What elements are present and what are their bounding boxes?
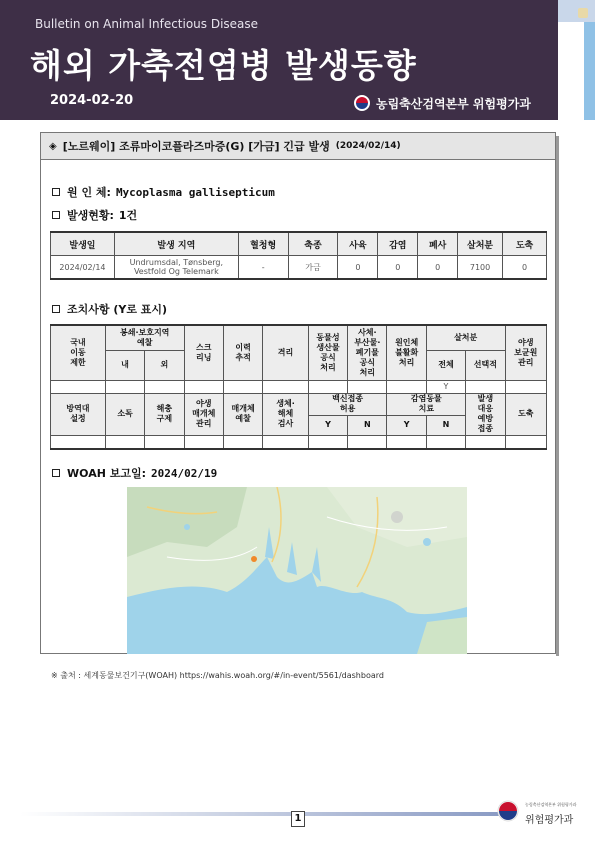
measure-culling: 살처분 (426, 325, 505, 350)
checkbox-icon (52, 211, 60, 219)
measures-value-row (51, 380, 547, 393)
government-emblem-icon (497, 800, 519, 822)
source-note: ※ 출처 : 세계동물보건기구(WOAH) https://wahis.woah.org/#/in-event/5561/dashboard (51, 671, 384, 680)
footer-dept: 위험평가과 (525, 815, 574, 826)
measure-wildlife-control: 야생 보균원 관리 (505, 325, 546, 380)
treatment-no: N (426, 415, 465, 435)
measure-inactivation: 원인체 불활화 처리 (387, 325, 426, 380)
measures-title: 조치사항 (Y로 표시) (67, 303, 168, 316)
measure-vector-surveillance: 매개체 예찰 (223, 393, 262, 435)
map-image (127, 487, 467, 654)
header-cell: 폐사 (418, 232, 458, 256)
cause-value: Mycoplasma gallisepticum (115, 185, 275, 199)
measure-domestic-restriction: 국내 이동 제한 (51, 325, 106, 380)
measure-zone-surveillance: 봉쇄·보호지역 예찰 (105, 325, 184, 350)
header-cell: 발생일 (51, 232, 115, 256)
checkbox-icon (52, 188, 60, 196)
footer-divider (20, 812, 500, 816)
measure-carcass-disposal: 사체· 부산물· 폐기물 공식 처리 (348, 325, 387, 380)
measures-value-row (51, 435, 547, 449)
woah-date: 2024/02/19 (151, 466, 218, 480)
vaccination-yes: Y (308, 415, 347, 435)
bulletin-label: Bulletin on Animal Infectious Disease (35, 17, 259, 31)
diamond-bullet-icon: ◈ (49, 140, 57, 152)
cull-all-value: Y (426, 380, 465, 393)
table-cell: - (238, 256, 288, 280)
agency-name: 농림축산검역본부 위험평가과 (376, 96, 531, 111)
government-emblem-icon (354, 95, 370, 111)
woah-line (52, 465, 217, 481)
woah-label: WOAH 보고일: (67, 467, 147, 480)
page-title: 해외 가축전염병 발생동향 (30, 46, 417, 85)
agency (354, 93, 531, 113)
cull-selective: 선택적 (466, 350, 505, 380)
cull-all: 전체 (426, 350, 465, 380)
header-cell: 혈청형 (238, 232, 288, 256)
checkbox-icon (52, 469, 60, 477)
header-cell: 축종 (288, 232, 338, 256)
header-cell: 사육 (338, 232, 378, 256)
header-cell: 발생 지역 (114, 232, 238, 256)
table-cell: Undrumsdal, Tønsberg, Vestfold Og Telemark (114, 256, 238, 280)
measure-screening: 스크 리닝 (184, 325, 223, 380)
table-cell: 0 (378, 256, 418, 280)
measure-quarantine: 격리 (263, 325, 309, 380)
publish-date: 2024-02-20 (50, 93, 134, 108)
table-header-row (51, 232, 547, 256)
frame-shadow (556, 136, 559, 656)
checkbox-icon (52, 305, 60, 313)
measure-wild-vector-management: 야생 매개체 관리 (184, 393, 223, 435)
page-number: 1 (291, 811, 305, 827)
measure-product-processing: 동물성 생산물 공식 처리 (308, 325, 347, 380)
vaccination-no: N (348, 415, 387, 435)
measure-traceability: 이력 추적 (223, 325, 262, 380)
footer-org: 농림축산검역본부 위험평가과 (525, 802, 577, 807)
report-title-bar (40, 132, 556, 160)
outbreak-table (50, 231, 547, 280)
measure-disinfection: 소독 (105, 393, 144, 435)
status-value: 1건 (118, 209, 138, 222)
measure-inspection: 생체· 해체 검사 (263, 393, 309, 435)
status-line (52, 207, 137, 223)
table-cell: 0 (503, 256, 547, 280)
header-accent-bar (584, 22, 595, 120)
measures-table (50, 324, 547, 450)
header-cell: 감염 (378, 232, 418, 256)
zone-inside: 내 (105, 350, 144, 380)
measure-vaccination-allowed: 백신접종 허용 (308, 393, 387, 415)
measure-preventive-vaccination: 발생 대응 예방 접종 (466, 393, 505, 435)
table-cell: 0 (418, 256, 458, 280)
measure-zoning: 방역대 설정 (51, 393, 106, 435)
cause-line (52, 184, 275, 200)
measure-treatment: 감염동물 치료 (387, 393, 466, 415)
header-cell: 살처분 (458, 232, 503, 256)
table-cell: 0 (338, 256, 378, 280)
table-row (51, 256, 547, 280)
cause-label: 원 인 체: (67, 186, 111, 199)
table-cell: 7100 (458, 256, 503, 280)
treatment-yes: Y (387, 415, 426, 435)
outbreak-map (127, 487, 467, 654)
report-title: [노르웨이] 조류마이코플라즈마증(G) [가금] 긴급 발생 (62, 140, 330, 153)
measures-heading (52, 301, 167, 317)
zone-outside: 외 (145, 350, 184, 380)
table-cell: 2024/02/14 (51, 256, 115, 280)
status-label: 발생현황: (67, 209, 114, 222)
measure-vector-control: 해충 구제 (145, 393, 184, 435)
table-cell: 가금 (288, 256, 338, 280)
corner-mark (578, 8, 588, 18)
header-accent (558, 0, 595, 22)
measure-slaughter: 도축 (505, 393, 546, 435)
outbreak-marker-icon (251, 556, 257, 562)
report-date: (2024/02/14) (335, 141, 401, 151)
header-cell: 도축 (503, 232, 547, 256)
